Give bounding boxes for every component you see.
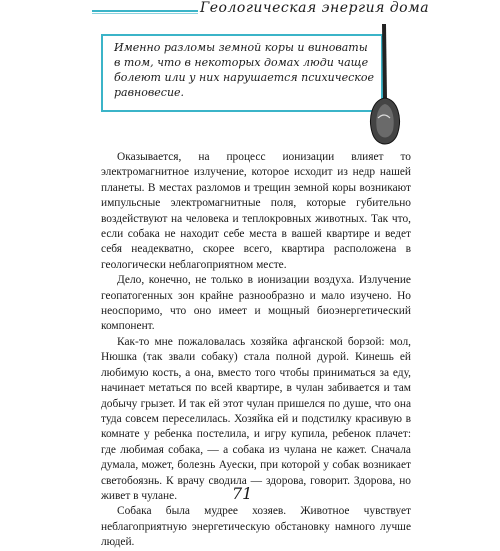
paragraph: Собака была мудрее хозяев. Животное чувствует неблагоприятную энергетическую обстановку намного лучше людей. (101, 505, 411, 549)
running-title: Геологическая энергия дома (200, 0, 430, 16)
paragraph: Оказывается, на процесс ионизации влияет то электромагнитное излучение, которое исходит из недр нашей планеты. В местах разломов и трещин земной коры возникают импульсные электромагнитные поля, которые губительно воздействуют на человека и теплокровных животных. Так что, если собака не находит себе места в вашей квартире и ведет себя неадекватно, скорее всего, квартира расположена в геологически неблагоприятном месте. (101, 151, 411, 271)
spoon-icon (364, 22, 406, 152)
header-rule (92, 10, 198, 12)
page-number: 71 (232, 484, 253, 503)
callout-text: Именно разломы земной коры и виноваты в том, что в некоторых домах люди чаще болеют или у них нарушается психическое равновесие. (114, 41, 374, 99)
paragraph: Дело, конечно, не только в ионизации воздуха. Излучение геопатогенных зон крайне разнообразно и мало изучено. Но неоспоримо, что оно имеет и мощный биоэнергетический компонент. (101, 274, 411, 333)
body-text (101, 150, 411, 551)
header-rule-secondary (92, 13, 198, 14)
paragraph: Как-то мне пожаловалась хозяйка афганской борзой: мол, Нюшка (так звали собаку) стала полной дурой. Кинешь ей любимую кость, а она, вместо того чтобы приниматься за еду, начинает метаться по всей квартире, в чулан забивается и там добычу грызет. И так ей этот чулан пришелся по душе, что она туда совсем переселилась. Хозяйка ей и подстилку красивую в комнате у ребенка постелила, и игру купила, ребенок плачет: где любимая собака, — а собака из чулана не кажет. Сначала думала, может, болезнь Ауески, при которой у собак возникает светобоязнь. К врачу сводила — здорова, говорит. Здорова, но живет в чулане. (101, 335, 411, 502)
